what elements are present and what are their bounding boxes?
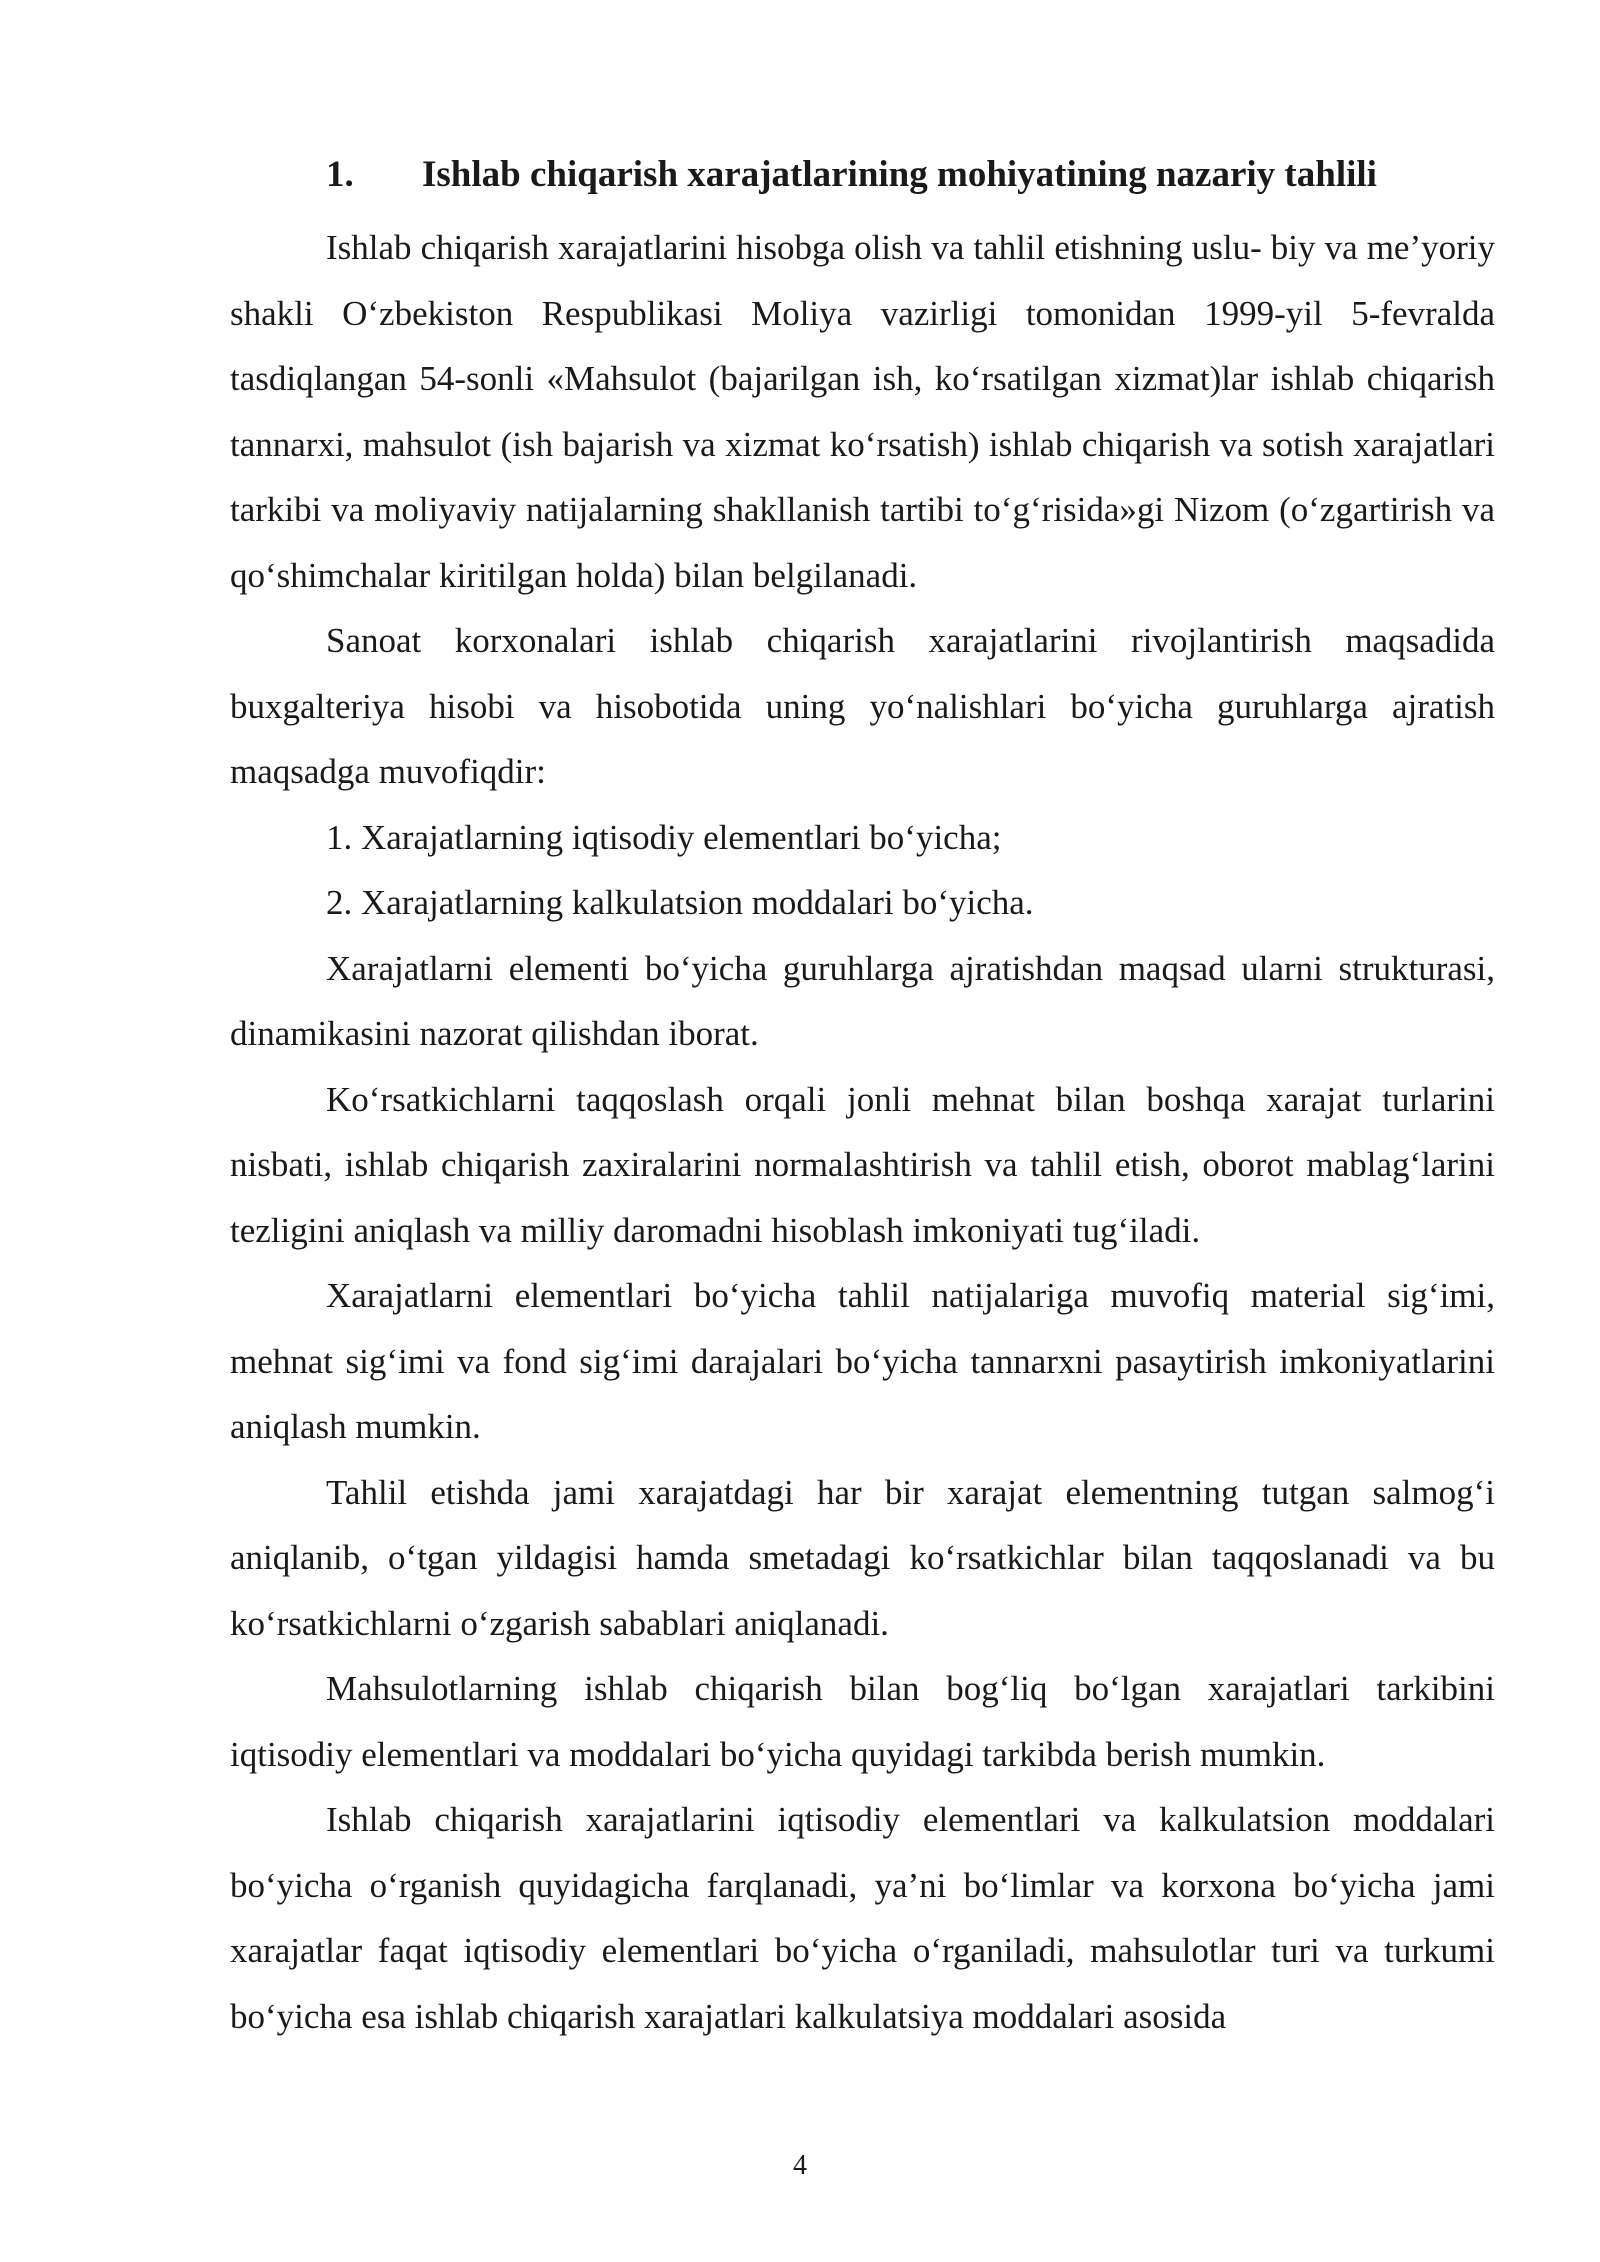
section-number: 1. xyxy=(326,154,354,195)
list-item: 2. Xarajatlarning kalkulatsion moddalari bo‘yicha. xyxy=(326,883,1034,922)
paragraph: Ishlab chiqarish xarajatlarini hisobga olish va tahlil etishning uslu- biy va me’yoriy shakli O‘zbekiston Respublikasi Moliya vazirligi tomonidan 1999-yil 5-fevralda tasdiqlangan 54-sonli «Mahsulot (bajarilgan ish, ko‘rsatilgan xizmat)lar ishlab chiqarish tannarxi, mahsulot (ish bajarish va xizmat ko‘rsatish) ishlab chiqarish va sotish xarajatlari tarkibi va moliyaviy natijalarning shakllanish tartibi to‘g‘risida»gi Nizom (o‘zgartirish va qo‘shimchalar kiritilgan holda) bilan belgilanadi. xyxy=(230,228,1495,595)
paragraph: Sanoat korxonalari ishlab chiqarish xarajatlarini rivojlantirish maqsadida buxgalteriya hisobi va hisobotida uning yo‘nalishlari bo‘yicha guruhlarga ajratish maqsadga muvofiqdir: xyxy=(230,621,1495,791)
paragraph: Tahlil etishda jami xarajatdagi har bir xarajat elementning tutgan salmog‘i aniqlanib, o‘tgan yildagisi hamda smetadagi ko‘rsatkichlar bilan taqqoslanadi va bu ko‘rsatkichlarni o‘zgarish sabablari aniqlanadi. xyxy=(230,1472,1495,1643)
paragraph: Xarajatlarni elementi bo‘yicha guruhlarga ajratishdan maqsad ularni strukturasi, dinamikasini nazorat qilishdan iborat. xyxy=(230,948,1495,1053)
section-title: Ishlab chiqarish xarajatlarining mohiyatining nazariy tahlili xyxy=(422,154,1377,195)
page-number: 4 xyxy=(793,2150,807,2181)
paragraph: Mahsulotlarning ishlab chiqarish bilan bog‘liq bo‘lgan xarajatlari tarkibini iqtisodiy elementlari va moddalari bo‘yicha quyidagi tarkibda berish mumkin. xyxy=(230,1669,1495,1774)
document-page xyxy=(230,150,1495,2049)
list-item: 1. Xarajatlarning iqtisodiy elementlari bo‘yicha; xyxy=(326,817,1002,857)
paragraph: Ko‘rsatkichlarni taqqoslash orqali jonli mehnat bilan boshqa xarajat turlarini nisbati, ishlab chiqarish zaxiralarini normalashtirish va tahlil etish, oborot mablag‘larini tezligini aniqlash va milliy daromadni hisoblash imkoniyati tug‘iladi. xyxy=(230,1079,1495,1250)
paragraph: Ishlab chiqarish xarajatlarini iqtisodiy elementlari va kalkulatsion moddalari bo‘yicha o‘rganish quyidagicha farqlanadi, ya’ni bo‘limlar va korxona bo‘yicha jami xarajatlar faqat iqtisodiy elementlari bo‘yicha o‘rganiladi, mahsulotlar turi va turkumi bo‘yicha esa ishlab chiqarish xarajatlari kalkulatsiya moddalari asosida xyxy=(230,1800,1495,2036)
section-heading xyxy=(230,150,1495,200)
paragraph: Xarajatlarni elementlari bo‘yicha tahlil natijalariga muvofiq material sig‘imi, mehnat sig‘imi va fond sig‘imi darajalari bo‘yicha tannarxni pasaytirish imkoniyatlarini aniqlash mumkin. xyxy=(230,1276,1495,1446)
